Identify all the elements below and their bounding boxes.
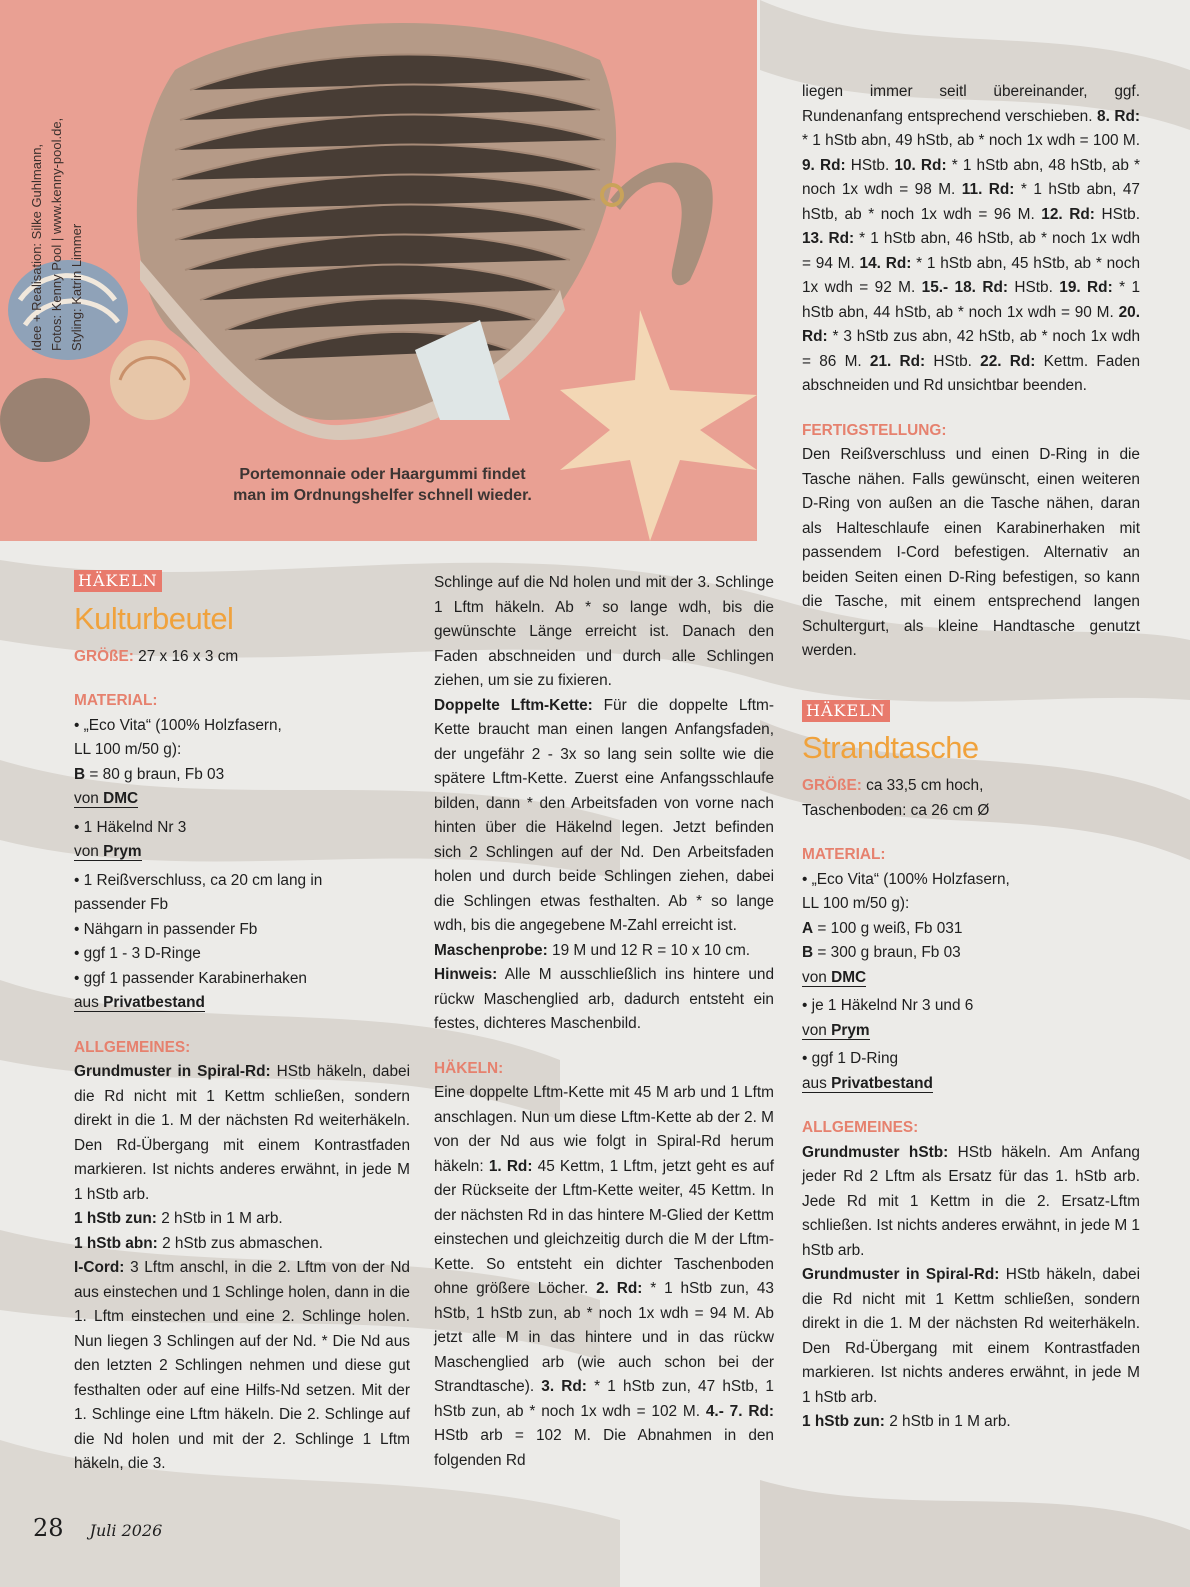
column-2	[434, 571, 774, 1473]
brand-line: aus Privatbestand	[74, 994, 205, 1011]
page-number: 28	[33, 1514, 64, 1542]
brand-line: von DMC	[74, 790, 139, 807]
material-item: B = 80 g braun, Fb 03	[74, 765, 225, 783]
paragraph: Doppelte Lftm-Kette: Für die doppelte Lftm-Kette braucht man einen langen Anfangsfaden, der ungefähr 2 - 3x so lang sein sollte wie die spätere Lftm-Kette. Zuerst eine Anfangsschlaufe bilden, dann * den Arbeitsfaden von vorne nach hinten über die Häkelnd legen. Jetzt befinden sich 2 Schlingen auf der Nd. Den Arbeitsfaden holen und durch beide Schlingen ziehen, dabei die Schlingen etwas festhalten. Ab * so lange wdh, bis die angegebene M-Zahl erreicht ist.	[434, 696, 774, 934]
paragraph: liegen immer seitl übereinander, ggf. Rundenanfang entsprechend verschieben. 8. Rd: * 1 hStb abn, 49 hStb, ab * noch 1x wdh = 100 M. 9. Rd: HStb. 10. Rd: * 1 hStb abn, 48 hStb, ab * noch 1x wdh = 98 M. 11. Rd: * 1 hStb abn, 47 hStb, ab * noch 1x wdh = 96 M. 12. Rd: HStb. 13. Rd: * 1 hStb abn, 46 hStb, ab * noch 1x wdh = 94 M. 14. Rd: * 1 hStb abn, 45 hStb, ab * noch 1x wdh = 92 M. 15.- 18. Rd: HStb. 19. Rd: * 1 hStb abn, 44 hStb, ab * noch 1x wdh = 90 M. 20. Rd: * 3 hStb zus abn, 42 hStb, ab * noch 1x wdh = 86 M. 21. Rd: HStb. 22. Rd: Kettm. Faden abschneiden und Rd unsichtbar beenden.	[802, 83, 1141, 394]
paragraph: I-Cord: 3 Lftm anschl, in die 2. Lftm von der Nd aus einstechen und 1 Schlinge holen, dann in die 1. Lftm einstechen und eine 2. Schlinge holen. Nun liegen 3 Schlingen auf der Nd. * Die Nd aus den letzten 2 Schlingen nehmen und diese gut festhalten oder auf eine Hilfs-Nd setzen. Mit der 1. Schlinge eine Lftm häkeln. Die 2. Schlinge auf die Nd holen und mit der 2. Schlinge 1 Lftm häkeln, die 3.	[74, 1259, 410, 1472]
material-item: A = 100 g weiß, Fb 031	[802, 919, 963, 937]
crochet-label: HÄKELN:	[434, 1059, 504, 1077]
size-line: GRÖßE: 27 x 16 x 3 cm	[74, 647, 239, 665]
material-item: passender Fb	[74, 896, 169, 913]
material-item: • je 1 Häkelnd Nr 3 und 6	[802, 997, 974, 1014]
material-label: MATERIAL:	[74, 692, 158, 709]
material-item: LL 100 m/50 g):	[802, 895, 910, 912]
paragraph: Maschenprobe: 19 M und 12 R = 10 x 10 cm.	[434, 941, 751, 959]
material-item: • „Eco Vita“ (100% Holzfasern,	[802, 870, 1010, 888]
issue-date: Juli 2026	[89, 1521, 163, 1540]
material-item: • 1 Reißverschluss, ca 20 cm lang in	[74, 871, 323, 889]
section-tag: HÄKELN	[802, 700, 890, 722]
article-title: Kulturbeutel	[74, 600, 234, 636]
credit-idee: Idee + Realisation: Silke Guhlmann,	[29, 143, 44, 351]
paragraph: Eine doppelte Lftm-Kette mit 45 M arb und 1 Lftm anschlagen. Nun um diese Lftm-Kette ab der 2. M von der Nd aus wie folgt in Spiral-Rd herum häkeln: 1. Rd: 45 Kettm, 1 Lftm, jetzt geht es auf der Rückseite der Lftm-Kette weiter, 45 Kettm. In der nächsten Rd in das hintere M-Glied der Kettm einstechen und gleichzeitig durch die M der Lftm-Kette. So entsteht ein dichter Taschenboden ohne größere Löcher. 2. Rd: * 1 hStb zun, 43 hStb, 1 hStb zun, ab * noch 1x wdh = 94 M. Ab jetzt alle M in das hintere und in das rückw Maschenglied arb (wie auch schon bei der Strandtasche). 3. Rd: * 1 hStb zun, 47 hStb, 1 hStb zun, ab * noch 1x wdh = 102 M. 4.- 7. Rd: HStb arb = 102 M. Die Abnahmen in den folgenden Rd	[434, 1084, 775, 1469]
caption-line-2: man im Ordnungshelfer schnell wieder.	[233, 487, 532, 504]
material-item: • Nähgarn in passender Fb	[74, 920, 258, 938]
paragraph: Grundmuster in Spiral-Rd: HStb häkeln, dabei die Rd nicht mit 1 Kettm schließen, sondern direkt in die 1. M der nächsten Rd weiterhäkeln. Den Rd-Übergang mit einem Kontrastfaden markieren. Ist nichts anderes erwähnt, in jede M 1 hStb arb.	[802, 1266, 1140, 1406]
material-label: MATERIAL:	[802, 846, 886, 863]
column-1	[74, 570, 410, 1477]
photo-caption	[200, 464, 565, 506]
general-label: ALLGEMEINES:	[802, 1119, 919, 1136]
paragraph: Den Reißverschluss und einen D-Ring in die Tasche nähen. Falls gewünscht, einen weiteren D-Ring von außen an die Tasche nähen, daran als Halteschlaufe einen Karabinerhaken mit passendem I-Cord befestigen. Alternativ an beiden Seiten einen D-Ring befestigen, so kann die Tasche, mit einem entsprechend langen Schultergurt, als kleine Handtasche genutzt werden.	[802, 446, 1140, 659]
general-label: ALLGEMEINES:	[74, 1038, 191, 1056]
material-item: • ggf 1 D-Ring	[802, 1050, 899, 1067]
article-title: Strandtasche	[802, 730, 979, 765]
paragraph: Schlinge auf die Nd holen und mit der 3. Schlinge 1 Lftm häkeln. Ab * so lange wdh, bis die gewünschte Länge erreicht ist. Danach den Faden abschneiden und durch alle Schlingen ziehen, um sie zu fixieren.	[434, 574, 774, 689]
product-photo	[0, 0, 757, 541]
paragraph: Hinweis: Alle M ausschließlich ins hintere und rückw Maschenglied arb, dadurch entsteht ein festes, dichteres Maschenbild.	[434, 966, 774, 1032]
material-item: • „Eco Vita“ (100% Holzfasern,	[74, 716, 282, 734]
brand-line: aus Privatbestand	[802, 1074, 933, 1092]
material-item: • 1 Häkelnd Nr 3	[74, 818, 187, 836]
brand-line: von Prym	[802, 1021, 870, 1039]
caption-line-1: Portemonnaie oder Haargummi findet	[239, 466, 526, 483]
paragraph: Grundmuster in Spiral-Rd: HStb häkeln, dabei die Rd nicht mit 1 Kettm schließen, sondern direkt in die 1. M der nächsten Rd weiterhäkeln. Den Rd-Übergang mit einem Kontrastfaden markieren. Ist nichts anderes erwähnt, in jede M 1 hStb arb.	[74, 1063, 410, 1203]
section-tag: HÄKELN	[74, 570, 162, 592]
material-item: B = 300 g braun, Fb 03	[802, 944, 961, 961]
credit-fotos: Fotos: Kenny Pool | www.kenny-pool.de,	[49, 117, 64, 351]
paragraph: 1 hStb zun: 2 hStb in 1 M arb.	[802, 1413, 1011, 1430]
page-footer	[33, 1514, 162, 1542]
paragraph: 1 hStb abn: 2 hStb zus abmaschen.	[74, 1234, 323, 1252]
photo-illustration	[0, 0, 757, 541]
column-3	[802, 80, 1140, 1435]
brand-line: von Prym	[74, 843, 142, 860]
material-item: • ggf 1 - 3 D-Ringe	[74, 945, 201, 962]
size-line: Taschenboden: ca 26 cm Ø	[802, 801, 990, 819]
brand-line: von DMC	[802, 968, 867, 986]
size-line: GRÖßE: ca 33,5 cm hoch,	[802, 777, 984, 794]
material-item: LL 100 m/50 g):	[74, 741, 182, 758]
finishing-label: FERTIGSTELLUNG:	[802, 421, 947, 439]
paragraph: 1 hStb zun: 2 hStb in 1 M arb.	[74, 1210, 283, 1227]
material-item: • ggf 1 passender Karabinerhaken	[74, 969, 307, 987]
credit-styling: Styling: Katrin Limmer	[69, 223, 84, 351]
paragraph: Grundmuster hStb: HStb häkeln. Am Anfang jeder Rd 2 Lftm als Ersatz für das 1. hStb arb. Jede Rd mit 1 Kettm in die 2. Ersatz-Lftm schließen. Ist nichts anderes erwähnt, in jede M 1 hStb arb.	[802, 1143, 1140, 1259]
photo-credits	[14, 16, 86, 351]
